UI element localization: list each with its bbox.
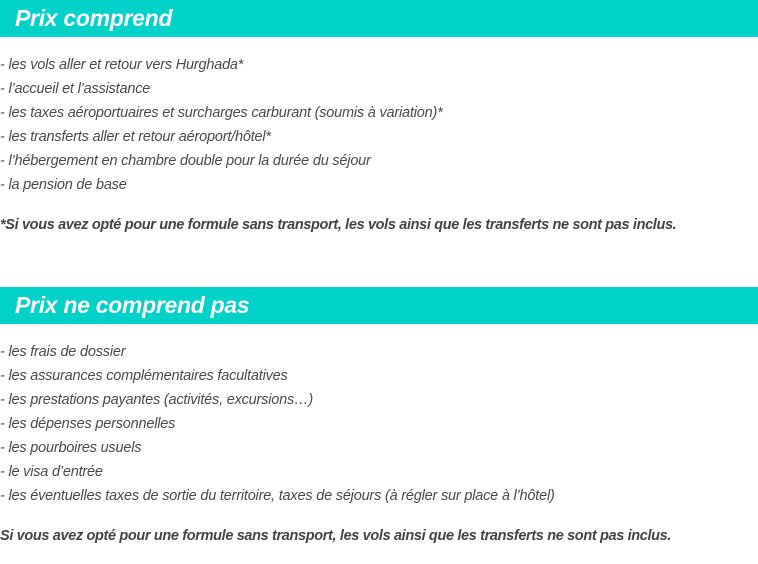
list-item: - l’accueil et l’assistance: [0, 81, 151, 97]
list-item: - les assurances complémentaires facultatives: [0, 368, 288, 384]
section-title-not-included: Prix ne comprend pas: [0, 287, 758, 324]
included-footnote: *Si vous avez opté pour une formule sans transport, les vols ainsi que les transferts ne sont pas inclus.: [0, 217, 677, 233]
list-item: - les pourboires usuels: [0, 440, 142, 456]
list-item: - l’hébergement en chambre double pour la durée du séjour: [0, 153, 371, 169]
list-item: - la pension de base: [0, 177, 127, 193]
list-item: - les prestations payantes (activités, excursions…): [0, 392, 313, 408]
section-title-included: Prix comprend: [0, 0, 758, 37]
not-included-list: [0, 340, 555, 508]
list-item: - les taxes aéroportuaires et surcharges carburant (soumis à variation)*: [0, 105, 443, 121]
included-list: [0, 53, 443, 197]
list-item: - les transferts aller et retour aéroport/hôtel*: [0, 129, 271, 145]
list-item: - le visa d’entrée: [0, 464, 103, 480]
not-included-footnote: Si vous avez opté pour une formule sans transport, les vols ainsi que les transferts ne sont pas inclus.: [0, 528, 672, 544]
list-item: - les vols aller et retour vers Hurghada*: [0, 57, 244, 73]
list-item: - les frais de dossier: [0, 344, 126, 360]
list-item: - les éventuelles taxes de sortie du territoire, taxes de séjours (à régler sur place à l’hôtel): [0, 488, 555, 504]
list-item: - les dépenses personnelles: [0, 416, 176, 432]
